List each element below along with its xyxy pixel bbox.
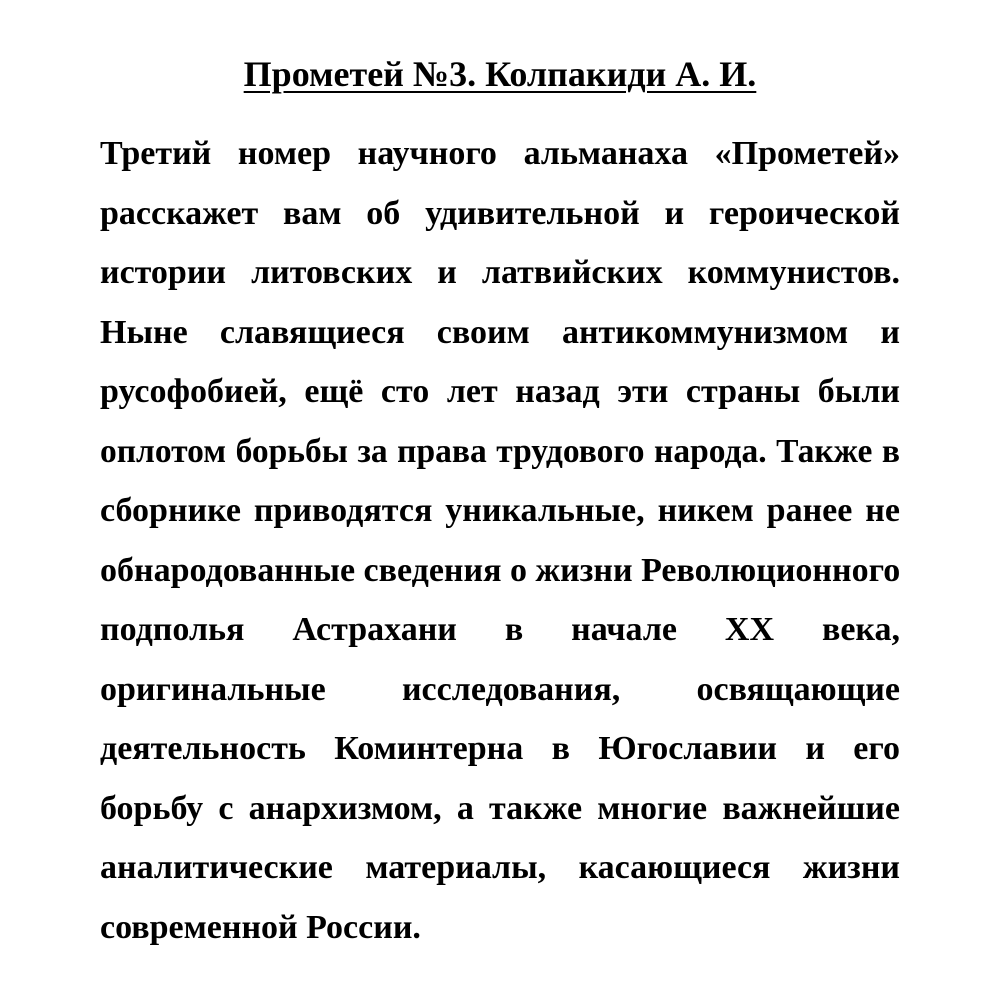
body-line: оригинальные исследования, освящающие [100, 670, 900, 708]
body-line: Ныне славящиеся своим антикоммунизмом и [100, 313, 900, 351]
body-line: оплотом борьбы за права трудового народа. Также в [100, 432, 900, 470]
document-title [0, 52, 1000, 96]
body-line: расскажет вам об удивительной и героической [100, 194, 900, 232]
body-line: аналитические материалы, касающиеся жизни [100, 849, 900, 886]
body-line: деятельность Коминтерна в Югославии и его [100, 730, 900, 767]
body-line: истории литовских и латвийских коммунистов. [100, 254, 900, 291]
body-line: борьбу с анархизмом, а также многие важнейшие [100, 789, 900, 827]
body-line: Третий номер научного альманаха «Прометей» [100, 135, 900, 172]
body-line: обнародованные сведения о жизни Революционного [100, 551, 900, 589]
body-line: сборнике приводятся уникальные, никем ранее не [100, 492, 900, 529]
body-line: подполья Астрахани в начале XX века, [100, 611, 900, 648]
document-title-text: Прометей №3. Колпакиди А. И. [243, 54, 757, 94]
body-line: русофобией, ещё сто лет назад эти страны были [100, 373, 900, 410]
document-body [100, 124, 900, 957]
body-line: современной России. [100, 908, 421, 946]
